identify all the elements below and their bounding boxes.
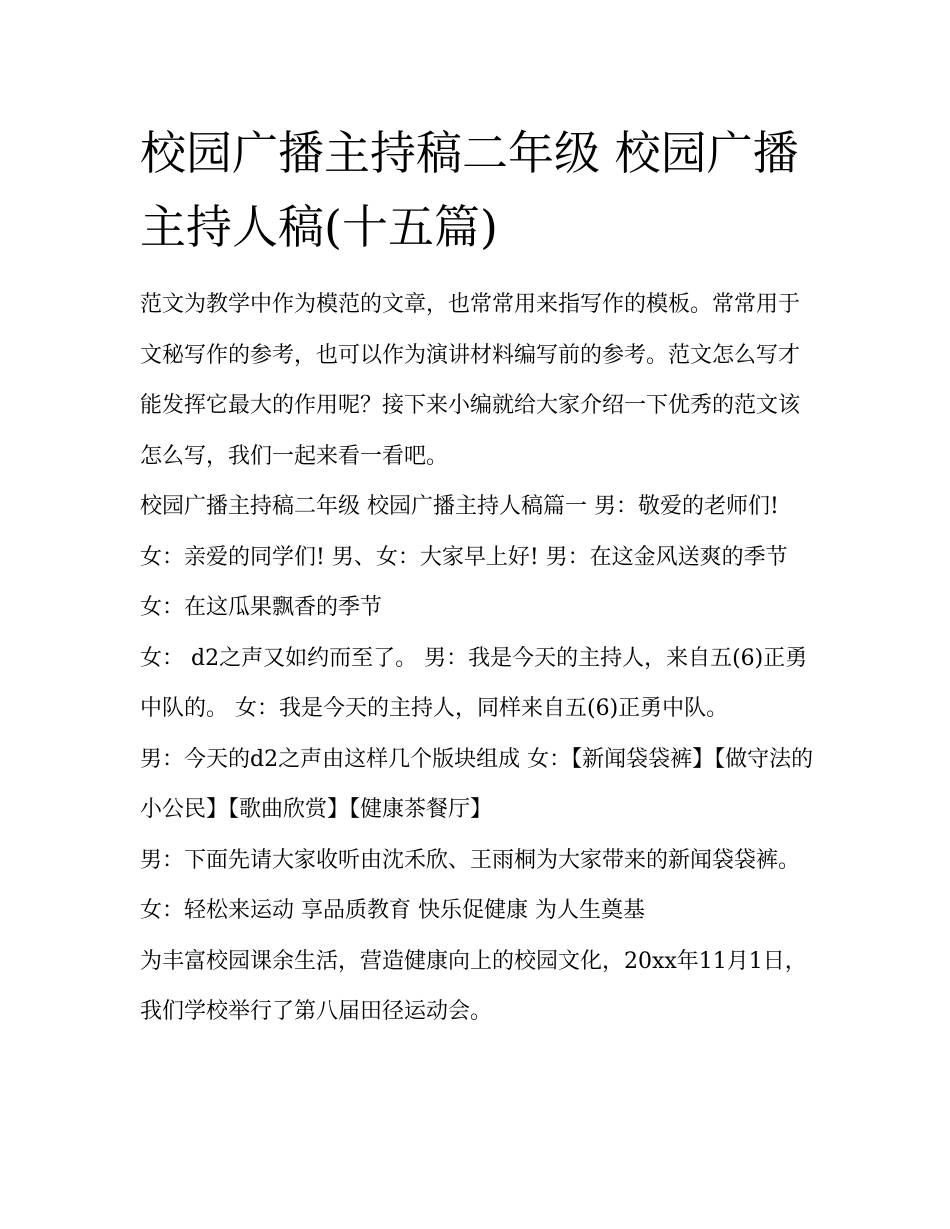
paragraph-host-introduction: 女： d2之声又如约而至了。 男：我是今天的主持人，来自五(6)正勇中队的。 女：我是今天的主持人，同样来自五(6)正勇中队。 (140, 645, 808, 721)
paragraph-program-sections: 男：今天的d2之声由这样几个版块组成 女：【新闻袋袋裤】【做守法的小公民】【歌曲欣赏】【健康茶餐厅】 (140, 746, 814, 822)
paragraph-sports-meet: 为丰富校园课余生活，营造健康向上的校园文化，20xx年11月1日，我们学校举行了第八届田径运动会。 (140, 948, 807, 1024)
document-title: 校园广播主持稿二年级 校园广播主持人稿(十五篇) (140, 126, 799, 254)
paragraph-intro: 范文为教学中作为模范的文章，也常常用来指写作的模板。常常用于文秘写作的参考，也可以作为演讲材料编写前的参考。范文怎么写才能发挥它最大的作用呢？接下来小编就给大家介绍一下优秀的范文该怎么写，我们一起来看一看吧。 (140, 292, 801, 469)
paragraph-opening-greeting: 校园广播主持稿二年级 校园广播主持人稿篇一 男：敬爱的老师们! 女：亲爱的同学们! 男、女：大家早上好! 男：在这金风送爽的季节 女：在这瓜果飘香的季节 (140, 494, 788, 620)
paragraph-news-segment: 男：下面先请大家收听由沈禾欣、王雨桐为大家带来的新闻袋袋裤。 女：轻松来运动 享品质教育 快乐促健康 为人生奠基 (140, 847, 801, 923)
document-body (140, 280, 820, 1038)
